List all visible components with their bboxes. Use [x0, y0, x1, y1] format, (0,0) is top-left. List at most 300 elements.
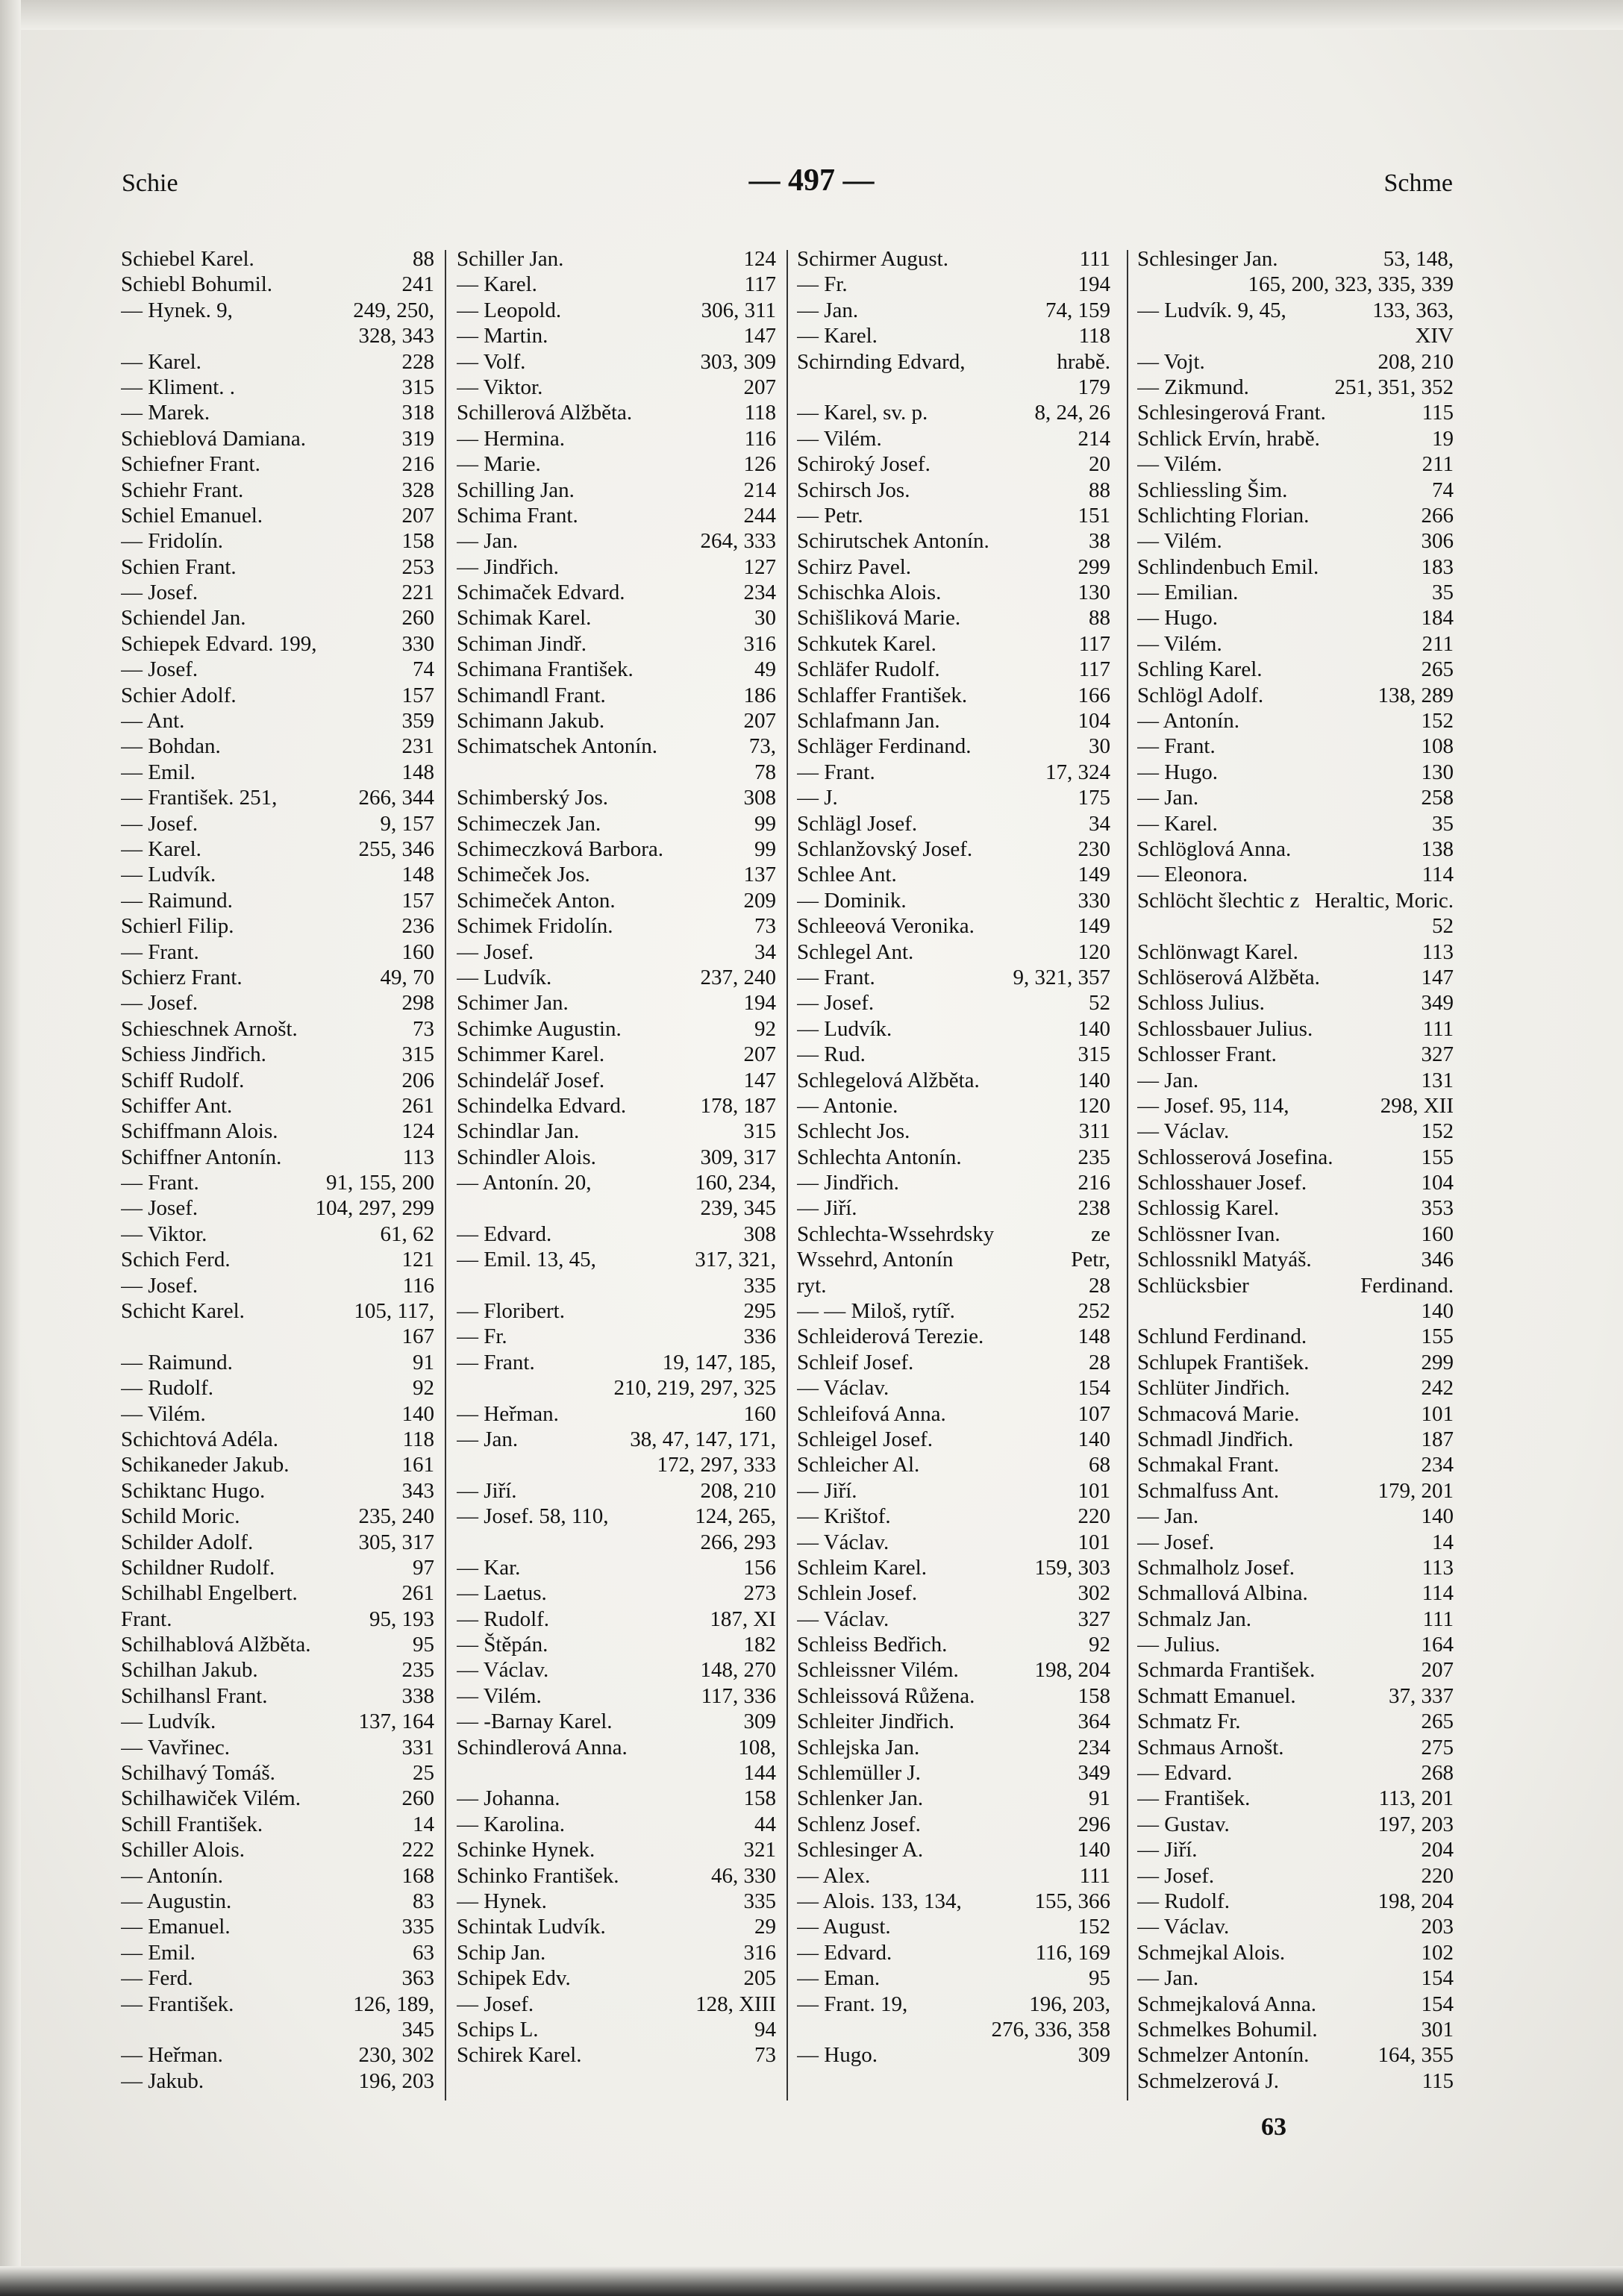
entry-pages: 154 [1421, 1992, 1454, 2016]
entry-name: — Václav. [797, 1376, 889, 1401]
entry-pages: 152 [1421, 709, 1454, 733]
index-entry [1137, 657, 1454, 682]
entry-name: — Krištof. [797, 1504, 891, 1529]
index-entry [797, 1401, 1110, 1427]
entry-name: Schloss Julius. [1137, 991, 1265, 1016]
index-entry [121, 1530, 434, 1555]
index-entry-continuation: 172, 297, 333 [657, 1453, 776, 1477]
entry-name: — Rudolf. [457, 1607, 550, 1631]
entry-name: Schimke Augustin. [457, 1016, 622, 1041]
page-number: — 497 — [748, 163, 875, 198]
entry-name: Schimaček Edvard. [457, 581, 625, 605]
entry-pages: 133, 363, [1372, 298, 1454, 322]
entry-name: — Edvard. [457, 1221, 552, 1246]
index-entry [457, 605, 776, 631]
index-entry [457, 1555, 776, 1580]
entry-name: Schicht Karel. [121, 1299, 245, 1324]
entry-name: Schiffer Ant. [121, 1093, 233, 1118]
index-entry [457, 2042, 776, 2068]
entry-pages: 207 [401, 503, 434, 528]
index-entry [797, 272, 1110, 297]
entry-name: — Hynek. [457, 1889, 547, 1913]
entry-pages: 336 [743, 1324, 776, 1349]
index-entry [457, 1812, 776, 1837]
entry-pages: 9, 321, 357 [1013, 965, 1110, 989]
entry-name: Schimeček Anton. [457, 888, 616, 913]
entry-pages: 159, 303 [1034, 1555, 1110, 1580]
entry-pages: 127 [743, 554, 776, 579]
entry-pages: 331 [401, 1735, 434, 1759]
entry-pages: 252 [1078, 1299, 1110, 1324]
entry-name: Schirutschek Antonín. [797, 529, 989, 554]
entry-pages: 83 [413, 1889, 434, 1913]
index-entry [1137, 1195, 1454, 1221]
entry-pages: 131 [1421, 1068, 1454, 1092]
entry-name: Schlesinger A. [797, 1838, 924, 1862]
index-entry [457, 862, 776, 887]
entry-pages: 168 [401, 1863, 434, 1888]
index-entry [121, 1657, 434, 1683]
entry-name: — Karolina. [457, 1812, 565, 1836]
entry-pages: 19, 147, 185, [662, 1350, 776, 1374]
entry-pages: 101 [1421, 1401, 1454, 1426]
index-entry [1137, 1119, 1454, 1144]
entry-name: — Kliment. . [121, 375, 236, 399]
entry-name: — Laetus. [457, 1581, 547, 1606]
entry-name: — Vavřinec. [121, 1735, 231, 1759]
index-entry [457, 1093, 776, 1119]
index-entry [121, 1401, 434, 1427]
entry-name: — Josef. [121, 581, 198, 605]
index-entry [121, 1016, 434, 1042]
entry-pages: 117 [1078, 631, 1110, 656]
entry-name: Schimak Karel. [457, 606, 592, 631]
index-entry [1137, 1401, 1454, 1427]
entry-pages: 126, 189, [353, 1992, 434, 2016]
entry-name: — Emil. 13, 45, [457, 1248, 596, 1272]
entry-name: Frant. [121, 1607, 172, 1631]
entry-name: — Ant. [121, 709, 185, 733]
index-entry [1137, 1735, 1454, 1760]
entry-pages: 228 [401, 349, 434, 374]
entry-pages: 273 [743, 1581, 776, 1606]
entry-name: — Julius. [1137, 1633, 1221, 1657]
entry-pages: 149 [1078, 863, 1110, 887]
entry-pages: 268 [1421, 1761, 1454, 1786]
entry-name: Schlössner Ivan. [1137, 1221, 1280, 1246]
entry-name: Schierl Filip. [121, 914, 234, 939]
index-entry [1137, 605, 1454, 631]
entry-pages: 237, 240 [700, 965, 776, 989]
entry-name: — Karel, sv. p. [797, 401, 928, 425]
index-entry [121, 1837, 434, 1862]
entry-name: — Martin. [457, 324, 548, 348]
entry-pages: 25 [413, 1761, 434, 1786]
entry-name: Schiffmann Alois. [121, 1119, 278, 1144]
entry-name: — Alois. 133, 134, [797, 1889, 962, 1913]
entry-name: Schips L. [457, 2017, 539, 2042]
entry-pages: 30 [1089, 734, 1110, 759]
index-entry [797, 1863, 1110, 1889]
entry-name: Schlüter Jindřich. [1137, 1376, 1290, 1401]
index-entry [457, 1580, 776, 1606]
entry-name: — Eman. [797, 1966, 881, 1991]
entry-pages: 155 [1421, 1145, 1454, 1169]
entry-pages: 260 [401, 606, 434, 631]
entry-pages: 88 [1089, 606, 1110, 631]
entry-pages: 309 [743, 1710, 776, 1734]
entry-pages: Ferdinand. [1360, 1273, 1454, 1298]
index-entry [1137, 1068, 1454, 1093]
entry-name: Schlemüller J. [797, 1761, 921, 1786]
entry-pages: 221 [401, 581, 434, 605]
entry-name: Schindelář Josef. [457, 1068, 605, 1092]
index-entry [121, 1889, 434, 1914]
entry-pages: 28 [1089, 1350, 1110, 1374]
index-entry [457, 349, 776, 375]
entry-pages: 205 [743, 1966, 776, 1991]
entry-name: Schliessling Šim. [1137, 478, 1288, 502]
entry-pages: 88 [413, 247, 434, 271]
entry-pages: 160 [401, 939, 434, 964]
index-entry [1137, 1093, 1454, 1119]
entry-name: Schleissner Vilém. [797, 1658, 959, 1683]
index-entry [1137, 760, 1454, 785]
index-entry [121, 426, 434, 451]
entry-pages: 8, 24, 26 [1034, 401, 1110, 425]
entry-name: Schlöglová Anna. [1137, 836, 1292, 861]
entry-name: Schimeczek Jan. [457, 811, 601, 836]
index-entry [797, 1965, 1110, 1991]
index-entry [121, 1298, 434, 1324]
entry-name: — Václav. [797, 1530, 889, 1554]
entry-pages: 44 [754, 1812, 776, 1836]
index-entry [797, 785, 1110, 810]
entry-pages: ze [1091, 1221, 1110, 1246]
entry-pages: 359 [401, 709, 434, 733]
entry-pages: 175 [1078, 786, 1110, 810]
index-entry [121, 965, 434, 990]
index-entry [457, 323, 776, 348]
index-entry [457, 1324, 776, 1349]
entry-pages: 335 [743, 1889, 776, 1913]
entry-name: — Josef. [1137, 1863, 1215, 1888]
entry-pages: 309, 317 [700, 1145, 776, 1169]
entry-name: — Rudolf. [1137, 1889, 1230, 1913]
entry-name: — Ludvík. 9, 45, [1137, 298, 1286, 322]
entry-pages: 353 [1421, 1196, 1454, 1221]
entry-name: — Jan. [797, 298, 859, 322]
index-entry [1137, 862, 1454, 887]
index-entry [1137, 2017, 1454, 2042]
index-entry [121, 733, 434, 759]
index-entry [121, 1760, 434, 1786]
entry-pages: 148 [401, 760, 434, 784]
entry-pages: Petr, [1071, 1248, 1110, 1272]
entry-name: Schlund Ferdinand. [1137, 1324, 1307, 1349]
entry-pages: 349 [1078, 1761, 1110, 1786]
entry-pages: 296 [1078, 1812, 1110, 1836]
index-entry [457, 1170, 776, 1195]
entry-name: — Emil. [121, 760, 196, 784]
entry-name: Schmejkalová Anna. [1137, 1992, 1317, 2016]
entry-name: Schimeczková Barbora. [457, 836, 664, 861]
scan-left-edge [0, 0, 21, 2296]
entry-pages: 346 [1421, 1248, 1454, 1272]
index-entry [121, 1863, 434, 1889]
index-entry [797, 708, 1110, 733]
entry-pages: 105, 117, [354, 1299, 434, 1324]
entry-pages: 111 [1422, 1016, 1454, 1041]
entry-name: Schiller Alois. [121, 1838, 245, 1862]
index-entry [121, 836, 434, 862]
index-entry [121, 605, 434, 631]
entry-pages: 209 [743, 888, 776, 913]
entry-name: — Štěpán. [457, 1633, 548, 1657]
entry-pages: 20 [1089, 452, 1110, 477]
index-entry [1137, 1427, 1454, 1452]
index-entry [121, 1452, 434, 1477]
index-entry [1137, 426, 1454, 451]
entry-pages: 249, 250, [353, 298, 434, 322]
entry-name: — Raimund. [121, 888, 233, 913]
entry-name: — Josef. [121, 1196, 198, 1221]
entry-pages: 68 [1089, 1453, 1110, 1477]
index-entry [1137, 1992, 1454, 2017]
entry-pages: 222 [401, 1838, 434, 1862]
entry-pages: 49, 70 [380, 965, 434, 989]
entry-pages: 124 [401, 1119, 434, 1144]
entry-name: — František. 251, [121, 786, 278, 810]
entry-name: — Frant. [457, 1350, 535, 1374]
index-entry [1137, 1145, 1454, 1170]
index-entry [797, 451, 1110, 477]
entry-pages: 236 [401, 914, 434, 939]
index-entry [797, 1452, 1110, 1477]
entry-pages: 104, 297, 299 [315, 1196, 434, 1221]
entry-pages: 265 [1421, 1710, 1454, 1734]
index-entry-continuation: 78 [754, 760, 776, 784]
entry-pages: 328 [401, 478, 434, 502]
entry-name: Schimandl Frant. [457, 683, 606, 707]
entry-name: Schleiss Bedřich. [797, 1633, 948, 1657]
index-entry [797, 733, 1110, 759]
entry-pages: 34 [754, 939, 776, 964]
entry-pages: 316 [743, 1940, 776, 1965]
entry-name: — Karel. [797, 324, 878, 348]
entry-name: — Rud. [797, 1042, 866, 1067]
index-entry [1137, 554, 1454, 580]
index-entry [457, 1683, 776, 1709]
index-entry [1137, 1786, 1454, 1811]
entry-name: Schmarda František. [1137, 1658, 1316, 1683]
entry-name: Schillerová Alžběta. [457, 401, 633, 425]
index-entry [457, 1401, 776, 1427]
entry-name: Schiroký Josef. [797, 452, 931, 477]
index-entry-continuation: XIV [1415, 324, 1454, 348]
entry-name: — Jan. [457, 529, 519, 554]
entry-name: Schilhawiček Vilém. [121, 1786, 301, 1811]
entry-name: — Petr. [797, 503, 863, 528]
entry-name: Schlönwagt Karel. [1137, 939, 1298, 964]
entry-name: — Eleonora. [1137, 863, 1248, 887]
entry-pages: 241 [401, 272, 434, 297]
entry-name: Schierz Frant. [121, 965, 243, 989]
index-entry [457, 1427, 776, 1452]
index-entry [457, 1709, 776, 1734]
entry-pages: 208, 210 [700, 1478, 776, 1503]
index-entry-continuation: 266, 293 [700, 1530, 776, 1554]
entry-pages: 111 [1079, 1863, 1110, 1888]
entry-name: — Leopold. [457, 298, 562, 322]
index-entry [797, 400, 1110, 425]
index-entry [121, 528, 434, 554]
entry-pages: 197, 203 [1377, 1812, 1454, 1836]
entry-pages: 235 [1078, 1145, 1110, 1169]
entry-pages: 157 [401, 888, 434, 913]
entry-name: — Viktor. [121, 1221, 207, 1246]
index-entry [797, 1812, 1110, 1837]
entry-pages: 183 [1421, 554, 1454, 579]
entry-pages: 186 [743, 683, 776, 707]
index-entry [121, 246, 434, 272]
entry-name: Schichtová Adéla. [121, 1427, 279, 1451]
entry-pages: 302 [1078, 1581, 1110, 1606]
index-entry [121, 1093, 434, 1119]
index-entry [457, 375, 776, 400]
entry-pages: 113 [402, 1145, 434, 1169]
entry-name: Schlöserová Alžběta. [1137, 965, 1320, 989]
entry-pages: 305, 317 [358, 1530, 434, 1554]
index-entry [121, 2068, 434, 2094]
index-entry [797, 478, 1110, 503]
entry-name: ryt. [797, 1273, 827, 1298]
index-entry [797, 1683, 1110, 1709]
entry-name: Schläger Ferdinand. [797, 734, 972, 759]
entry-name: — Frant. [797, 760, 875, 784]
index-entry [1137, 1350, 1454, 1375]
index-entry [457, 913, 776, 939]
index-entry [1137, 1375, 1454, 1401]
entry-pages: 147 [1421, 965, 1454, 989]
entry-name: Schiktanc Hugo. [121, 1478, 266, 1503]
entry-pages: 255, 346 [358, 836, 434, 861]
entry-name: — Bohdan. [121, 734, 221, 759]
index-entry [1137, 1452, 1454, 1477]
entry-name: — Václav. [457, 1658, 549, 1683]
index-entry [457, 1657, 776, 1683]
entry-pages: 118 [402, 1427, 434, 1451]
entry-pages: 211 [1422, 631, 1454, 656]
entry-pages: hrabě. [1057, 349, 1110, 374]
index-entry [1137, 375, 1454, 400]
index-entry [1137, 990, 1454, 1016]
entry-pages: 61, 62 [380, 1221, 434, 1246]
entry-pages: Heraltic, Moric. [1314, 888, 1454, 913]
index-entry [797, 1221, 1110, 1247]
entry-pages: 117, 336 [701, 1683, 776, 1708]
entry-name: Schimek Fridolín. [457, 914, 613, 939]
entry-pages: 38, 47, 147, 171, [630, 1427, 776, 1451]
index-entry [457, 451, 776, 477]
index-entry [1137, 528, 1454, 554]
entry-name: — Fr. [797, 272, 848, 297]
entry-pages: 216 [1078, 1171, 1110, 1195]
entry-name: — — Miloš, rytíř. [797, 1299, 955, 1324]
entry-name: — Heřman. [457, 1401, 559, 1426]
entry-pages: 95 [1089, 1966, 1110, 1991]
index-entry [121, 1683, 434, 1709]
index-entry [797, 1375, 1110, 1401]
entry-name: Schleif Josef. [797, 1350, 914, 1374]
entry-pages: 14 [1432, 1530, 1454, 1554]
entry-name: Schmalfuss Ant. [1137, 1478, 1280, 1503]
entry-pages: 214 [1078, 426, 1110, 451]
entry-pages: 140 [1078, 1068, 1110, 1092]
entry-pages: 230, 302 [358, 2043, 434, 2068]
entry-name: Schmatz Fr. [1137, 1710, 1241, 1734]
entry-name: Schmaus Arnošt. [1137, 1735, 1284, 1759]
entry-pages: 220 [1421, 1863, 1454, 1888]
entry-pages: 53, 148, [1383, 247, 1454, 271]
entry-name: — Ludvík. [121, 863, 216, 887]
entry-pages: 160 [743, 1401, 776, 1426]
index-entry [121, 1940, 434, 1965]
index-entry [1137, 1709, 1454, 1734]
entry-name: Schimeček Jos. [457, 863, 590, 887]
entry-name: Schilhavý Tomáš. [121, 1761, 275, 1786]
entry-name: Schlechta-Wssehrdsky [797, 1221, 995, 1246]
entry-name: Schiff Rudolf. [121, 1068, 245, 1092]
entry-pages: 194 [1078, 272, 1110, 297]
index-entry [797, 1786, 1110, 1811]
index-entry [457, 1068, 776, 1093]
entry-name: — Jan. [1137, 1966, 1199, 1991]
index-entry [797, 1093, 1110, 1119]
entry-pages: 38 [1089, 529, 1110, 554]
entry-name: Schiebel Karel. [121, 247, 254, 271]
entry-pages: 113, 201 [1378, 1786, 1454, 1811]
entry-name: — Ludvík. [797, 1016, 892, 1041]
entry-name: Schimberský Jos. [457, 786, 608, 810]
entry-pages: 244 [743, 503, 776, 528]
entry-pages: 19 [1432, 426, 1454, 451]
entry-name: Schiefner Frant. [121, 452, 260, 477]
entry-pages: 327 [1421, 1042, 1454, 1067]
index-entry [797, 1350, 1110, 1375]
index-entry [1137, 1940, 1454, 1965]
index-entry [457, 1298, 776, 1324]
entry-name: — Josef. [1137, 1530, 1215, 1554]
entry-name: — Vilém. [457, 1683, 542, 1708]
index-entry [457, 2017, 776, 2042]
entry-name: Schlägl Josef. [797, 811, 918, 836]
entry-pages: 73 [754, 2043, 776, 2068]
index-entry [121, 1427, 434, 1452]
entry-pages: 99 [754, 836, 776, 861]
index-entry [457, 1992, 776, 2017]
index-entry [121, 1221, 434, 1247]
entry-name: Schlosser Frant. [1137, 1042, 1277, 1067]
entry-pages: 49 [754, 657, 776, 682]
entry-pages: 117 [1078, 657, 1110, 682]
entry-name: — Emil. [121, 1940, 196, 1965]
entry-name: — Jakub. [121, 2068, 204, 2093]
index-entry [1137, 451, 1454, 477]
entry-pages: 161 [401, 1453, 434, 1477]
index-entry [1137, 349, 1454, 375]
entry-name: — Ludvík. [457, 965, 552, 989]
